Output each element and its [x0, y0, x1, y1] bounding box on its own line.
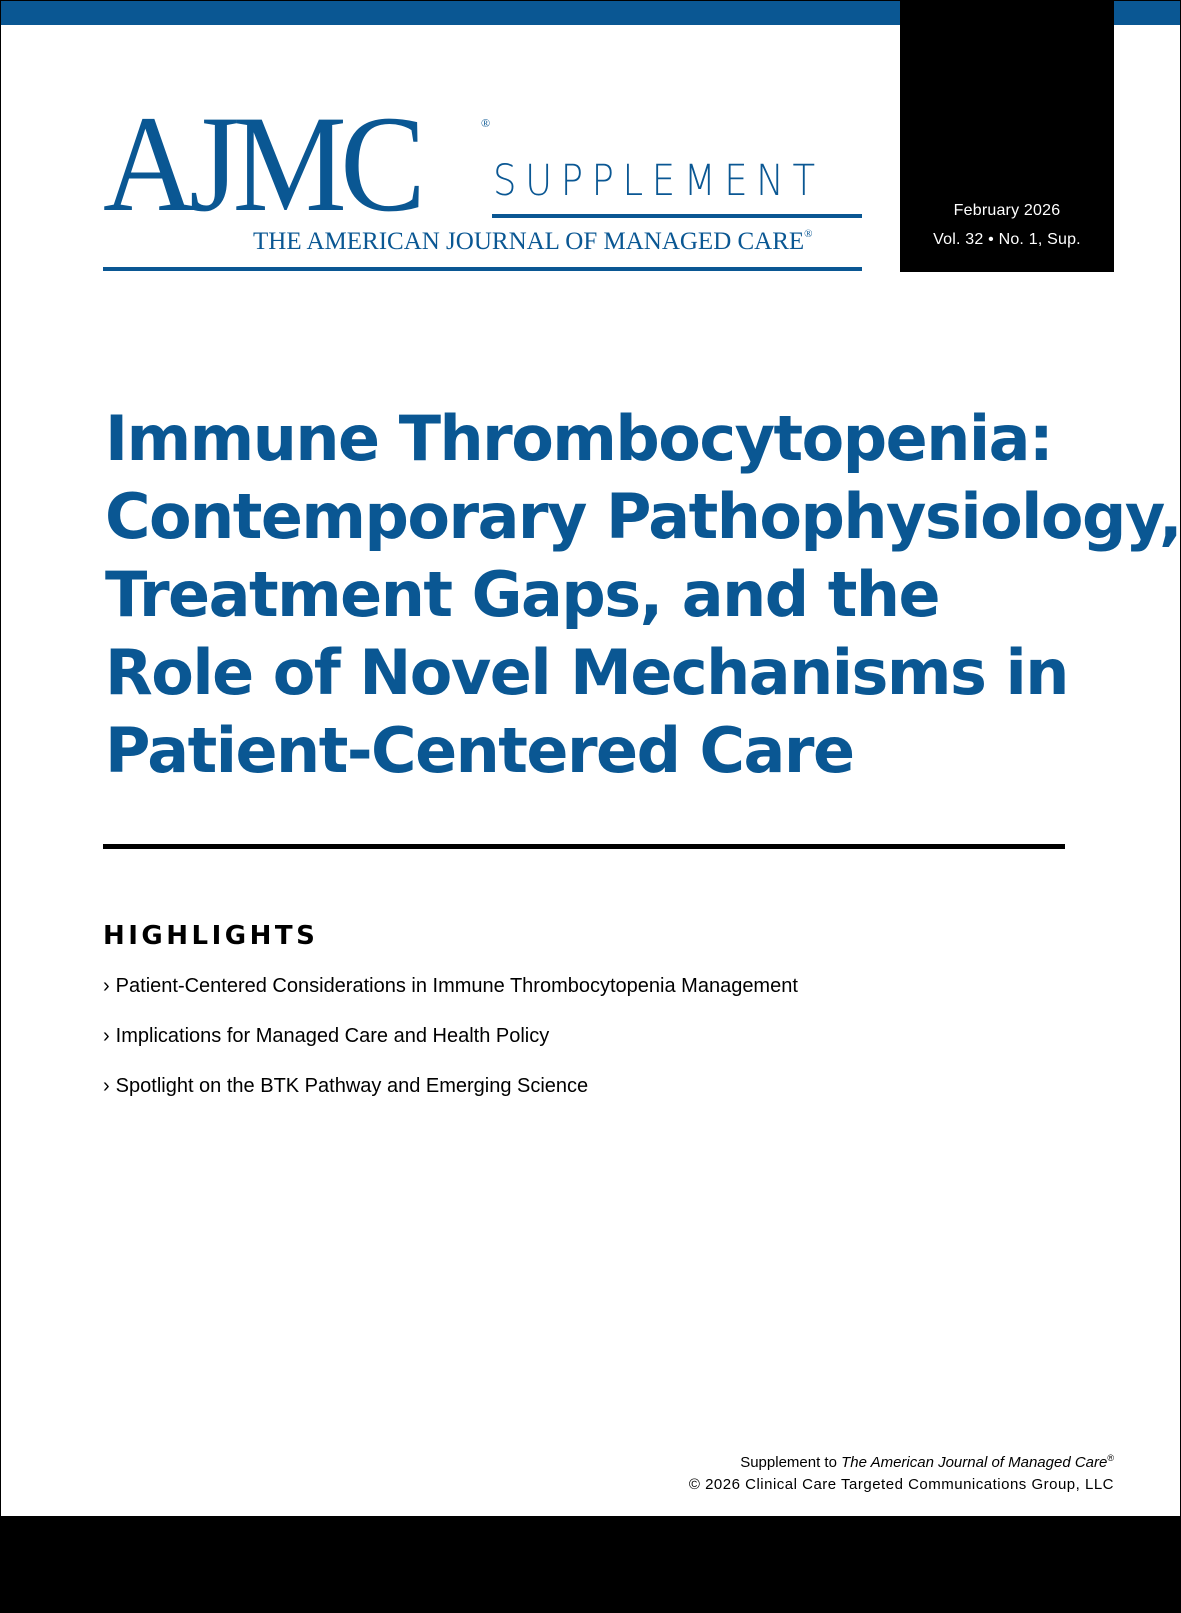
footer-journal-name: The American Journal of Managed Care — [841, 1454, 1108, 1471]
article-title — [105, 400, 1181, 790]
logo-rule-short — [492, 214, 862, 218]
logo-rule-long — [103, 267, 862, 271]
highlight-text: Implications for Managed Care and Health Policy — [115, 1025, 550, 1047]
highlight-item — [103, 974, 798, 1024]
issue-volume: Vol. 32 • No. 1, Sup. — [933, 231, 1081, 248]
title-line: Treatment Gaps, and the — [105, 558, 940, 631]
highlight-item — [103, 1074, 798, 1124]
highlight-item — [103, 1024, 798, 1074]
chevron-right-icon: › — [103, 975, 110, 997]
title-line: Contemporary Pathophysiology, — [105, 480, 1181, 553]
footer-supplement-note — [740, 1453, 1114, 1471]
issue-info-box — [900, 0, 1114, 272]
chevron-right-icon: › — [103, 1075, 110, 1097]
title-divider — [103, 844, 1065, 849]
highlight-text: Spotlight on the BTK Pathway and Emerging Science — [115, 1075, 589, 1097]
logo-full-name — [253, 229, 813, 254]
highlights-heading: HIGHLIGHTS — [103, 921, 319, 951]
bottom-black-band — [0, 1516, 1181, 1613]
logo-wordmark: AJMC — [103, 87, 420, 240]
footer-copyright: © 2026 Clinical Care Targeted Communications Group, LLC — [688, 1476, 1114, 1493]
logo-registered-mark: ® — [481, 116, 491, 130]
highlights-list — [103, 974, 798, 1124]
footer-journal-mark: ® — [1107, 1453, 1114, 1463]
title-line: Immune Thrombocytopenia: — [105, 402, 1053, 475]
logo-supplement-word: SUPPLEMENT — [493, 156, 824, 206]
title-line: Patient-Centered Care — [105, 714, 854, 787]
logo-full-name-mark: ® — [804, 228, 813, 240]
logo-full-name-text: THE AMERICAN JOURNAL OF MANAGED CARE — [253, 228, 805, 255]
issue-date: February 2026 — [953, 202, 1061, 219]
footer-supplement-prefix: Supplement to — [740, 1454, 842, 1471]
chevron-right-icon: › — [103, 1025, 110, 1047]
title-line: Role of Novel Mechanisms in — [105, 636, 1068, 709]
highlight-text: Patient-Centered Considerations in Immune Thrombocytopenia Management — [115, 975, 798, 997]
